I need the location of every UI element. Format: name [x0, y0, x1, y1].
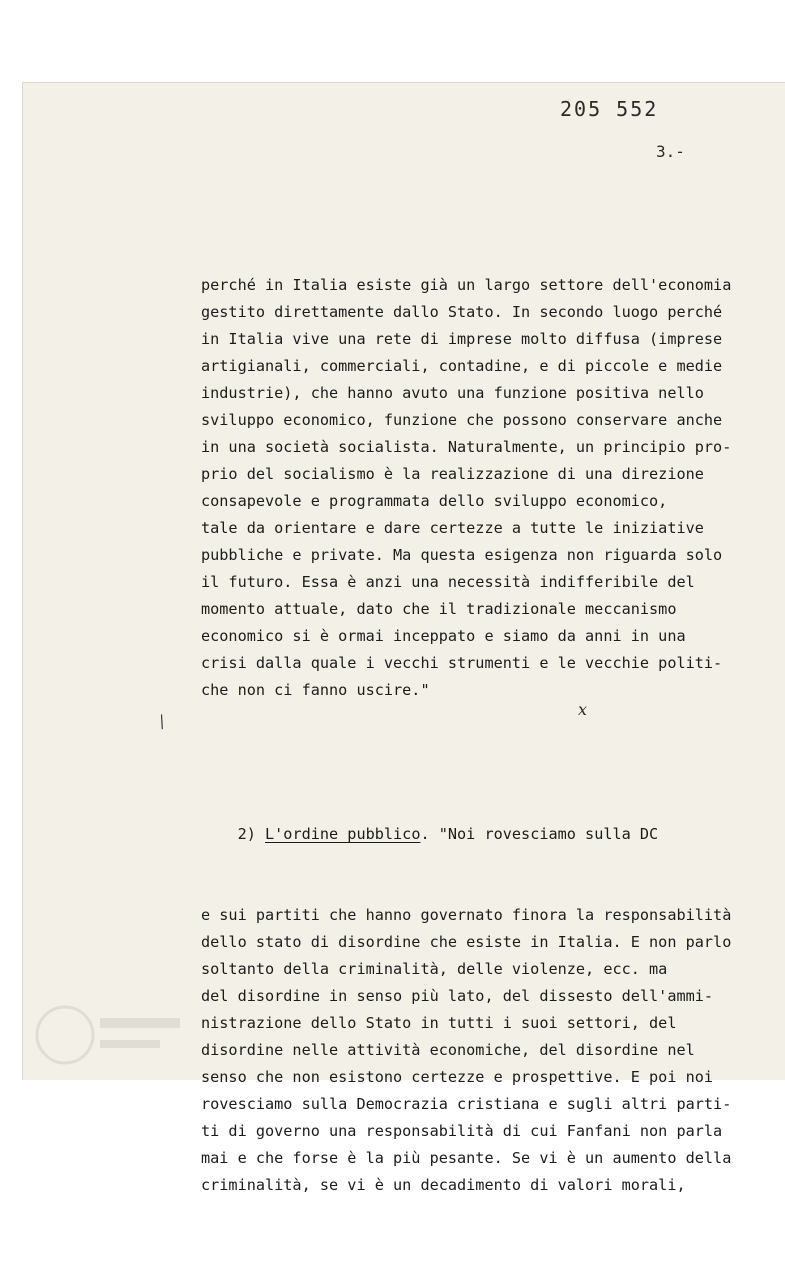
paragraph-1-line: il futuro. Essa è anzi una necessità indifferibile del	[201, 573, 695, 591]
paragraph-1-line: prio del socialismo è la realizzazione di una direzione	[201, 465, 704, 483]
page-number: 3.-	[656, 142, 685, 161]
paragraph-2-line: ti di governo una responsabilità di cui Fanfani non parla	[201, 1122, 723, 1140]
paragraph-2-line: del disordine in senso più lato, del dissesto dell'ammi-	[201, 987, 714, 1005]
paragraph-1-line: industrie), che hanno avuto una funzione positiva nello	[201, 384, 704, 402]
section-heading-line	[201, 821, 776, 848]
paragraph-2-line: soltanto della criminalità, delle violenze, ecc. ma	[201, 960, 668, 978]
archive-watermark	[30, 1000, 190, 1070]
paragraph-1	[201, 272, 776, 704]
paragraph-2-line: e sui partiti che hanno governato finora la responsabilità	[201, 906, 732, 924]
paragraph-2-line: dello stato di disordine che esiste in Italia. E non parlo	[201, 933, 732, 951]
paragraph-1-line: in Italia vive una rete di imprese molto diffusa (imprese	[201, 330, 723, 348]
paragraph-1-line: in una società socialista. Naturalmente, un principio pro-	[201, 438, 732, 456]
paragraph-1-line: crisi dalla quale i vecchi strumenti e le vecchie politi-	[201, 654, 723, 672]
section-heading: L'ordine pubblico	[265, 825, 421, 843]
paragraph-2-line: disordine nelle attività economiche, del disordine nel	[201, 1041, 695, 1059]
paragraph-1-line: consapevole e programmata dello sviluppo economico,	[201, 492, 668, 510]
paragraph-1-line: momento attuale, dato che il tradizionale meccanismo	[201, 600, 677, 618]
paragraph-2-line: rovesciamo sulla Democrazia cristiana e sugli altri parti-	[201, 1095, 732, 1113]
paragraph-1-line: perché in Italia esiste già un largo settore dell'economia	[201, 276, 732, 294]
archive-number: 205 552	[560, 97, 659, 121]
paragraph-2-line: nistrazione dello Stato in tutti i suoi settori, del	[201, 1014, 677, 1032]
paragraph-2-line: mai e che forse è la più pesante. Se vi è un aumento della	[201, 1149, 732, 1167]
paragraph-1-line: artigianali, commerciali, contadine, e di piccole e medie	[201, 357, 723, 375]
handwritten-x-mark: x	[578, 700, 588, 719]
paragraph-1-line: tale da orientare e dare certezze a tutte le iniziative	[201, 519, 704, 537]
section-number: 2)	[201, 825, 266, 843]
paragraph-2-line: criminalità, se vi è un decadimento di valori morali,	[201, 1176, 686, 1194]
paragraph-1-line: gestito direttamente dallo Stato. In secondo luogo perché	[201, 303, 723, 321]
typed-body	[201, 218, 776, 1280]
paragraph-1-line: sviluppo economico, funzione che possono conservare anche	[201, 411, 723, 429]
handwritten-tick-mark: /	[154, 711, 169, 732]
paragraph-2	[201, 767, 776, 1253]
section-heading-continuation: . "Noi rovesciamo sulla DC	[420, 825, 659, 843]
paragraph-1-line: che non ci fanno uscire."	[201, 681, 430, 699]
paragraph-1-line: economico si è ormai inceppato e siamo da anni in una	[201, 627, 686, 645]
paragraph-1-line: pubbliche e private. Ma questa esigenza non riguarda solo	[201, 546, 723, 564]
paragraph-2-line: senso che non esistono certezze e prospettive. E poi noi	[201, 1068, 714, 1086]
